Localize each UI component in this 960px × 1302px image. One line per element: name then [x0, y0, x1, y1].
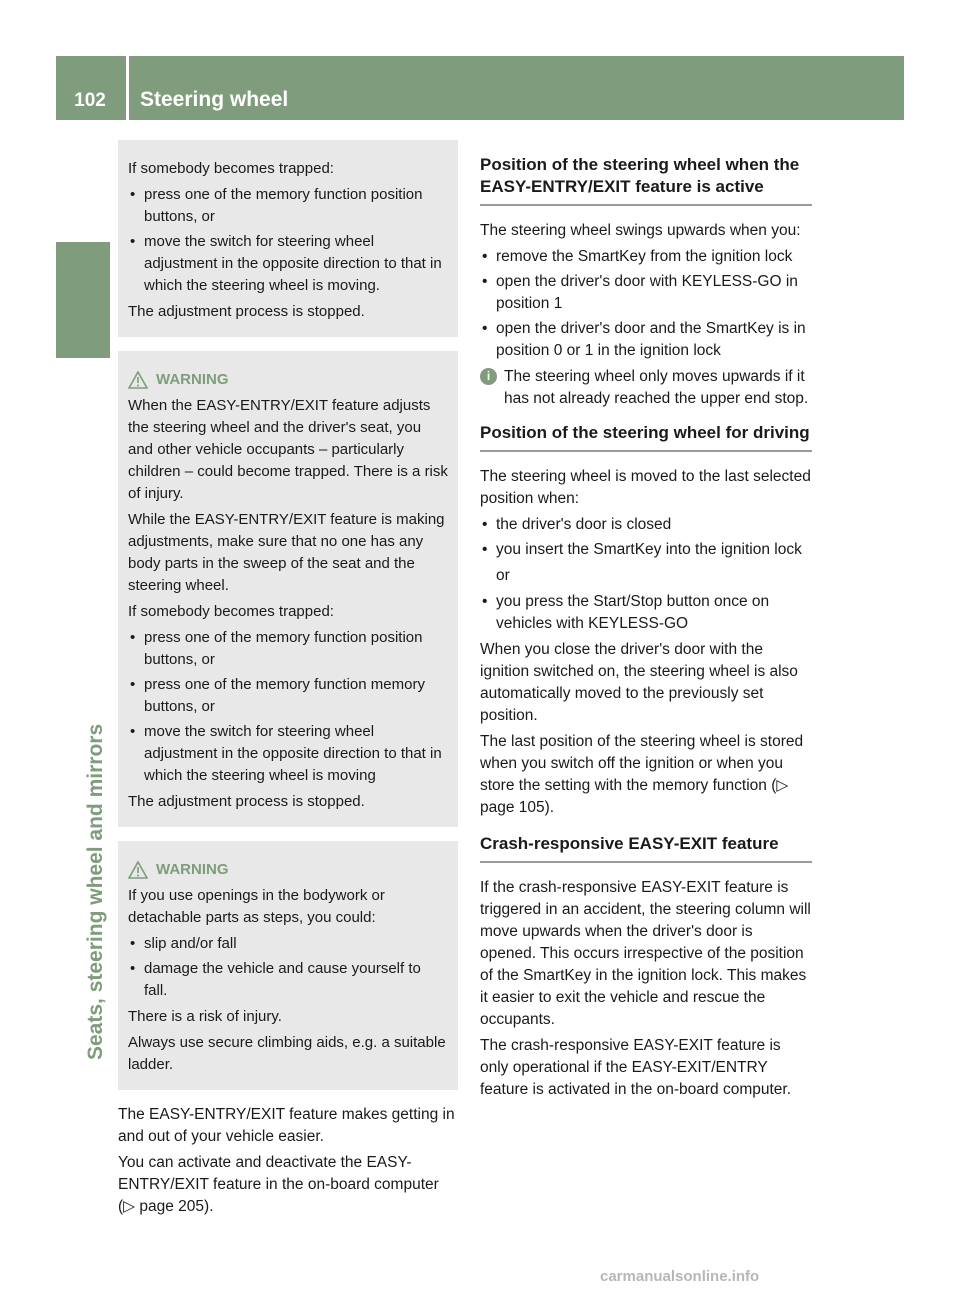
list-item: • press one of the memory function position buttons, or — [130, 186, 423, 225]
warning-text: If you use openings in the bodywork or detachable parts as steps, you could: — [128, 887, 385, 926]
or-text: or — [496, 567, 510, 584]
warning-triangle-icon — [128, 371, 148, 389]
section-body — [480, 877, 812, 1101]
section-body — [480, 220, 812, 410]
info-note: i The steering wheel only moves upwards if it has not already reached the upper end stop. — [480, 366, 812, 410]
right-column — [480, 154, 812, 1105]
box1-intro: If somebody becomes trapped: — [128, 160, 334, 177]
warning-triangle-icon — [128, 861, 148, 879]
section-intro: The steering wheel swings upwards when you: — [480, 222, 801, 239]
list-item: • the driver's door is closed — [482, 516, 672, 533]
list-item: • move the switch for steering wheel adjustment in the opposite direction to that in which the steering wheel is moving. — [130, 233, 442, 294]
list-item: • you press the Start/Stop button once on vehicles with KEYLESS-GO — [482, 593, 770, 632]
warning-heading: WARNING — [128, 859, 448, 881]
chapter-title: Steering wheel — [140, 88, 289, 111]
section-bullets — [480, 246, 812, 362]
body-paragraph: You can activate and deactivate the EASY-ENTRY/EXIT feature in the on-board computer (▷ page 205). — [118, 1154, 439, 1215]
section-paragraph: The crash-responsive EASY-EXIT feature is only operational if the EASY-EXIT/ENTRY feature is activated in the on-board computer. — [480, 1037, 792, 1098]
warning-outro: The adjustment process is stopped. — [128, 793, 365, 810]
body-paragraph: The EASY-ENTRY/EXIT feature makes getting in and out of your vehicle easier. — [118, 1106, 455, 1145]
section-heading-easy-entry: Position of the steering wheel when the EASY-ENTRY/EXIT feature is active — [480, 154, 812, 206]
warning-bullets — [128, 627, 448, 787]
watermark: carmanualsonline.info — [600, 1268, 760, 1285]
section-body — [480, 466, 812, 819]
warning-text: If somebody becomes trapped: — [128, 603, 334, 620]
warning-text: There is a risk of injury. — [128, 1008, 282, 1025]
section-paragraph: The last position of the steering wheel is stored when you switch off the ignition or when you store the setting with the memory function (▷ page 105). — [480, 733, 804, 816]
list-item: • press one of the memory function position buttons, or — [130, 629, 423, 668]
list-item: • remove the SmartKey from the ignition lock — [482, 248, 793, 265]
list-item: • open the driver's door and the SmartKey is in position 0 or 1 in the ignition lock — [482, 320, 806, 359]
left-column — [118, 140, 458, 1222]
side-tab-block — [56, 242, 110, 358]
header-divider — [126, 56, 129, 120]
section-bullets — [480, 514, 812, 561]
warning-box-1 — [118, 351, 458, 827]
warning-box-2 — [118, 841, 458, 1090]
info-circle-icon: i — [480, 368, 497, 385]
section-heading-crash-responsive: Crash-responsive EASY-EXIT feature — [480, 833, 812, 863]
page-number: 102 — [74, 90, 106, 111]
warning-text: Always use secure climbing aids, e.g. a suitable ladder. — [128, 1034, 446, 1073]
box1-bullets — [128, 184, 448, 297]
section-paragraph: If the crash-responsive EASY-EXIT feature is triggered in an accident, the steering column will move upwards when the driver's door is opened. This occurs irrespective of the position of the SmartKey in the ignition lock. This makes it easier to exit the vehicle and rescue the occupants. — [480, 879, 811, 1028]
section-intro: The steering wheel is moved to the last selected position when: — [480, 468, 811, 507]
warning-text: While the EASY-ENTRY/EXIT feature is making adjustments, make sure that no one has any body parts in the sweep of the seat and the steering wheel. — [128, 511, 445, 594]
list-item: • move the switch for steering wheel adjustment in the opposite direction to that in which the steering wheel is moving — [130, 723, 442, 784]
warning-bullets — [128, 933, 448, 1002]
section-bullets — [480, 591, 812, 635]
list-item: • open the driver's door with KEYLESS-GO in position 1 — [482, 273, 798, 312]
list-item: • slip and/or fall — [130, 935, 237, 952]
trapped-box — [118, 140, 458, 337]
box1-outro: The adjustment process is stopped. — [128, 303, 365, 320]
left-body — [118, 1104, 458, 1218]
section-heading-driving: Position of the steering wheel for driving — [480, 422, 812, 452]
side-chapter-label: Seats, steering wheel and mirrors — [84, 723, 107, 1060]
warning-heading: WARNING — [128, 369, 448, 391]
list-item: • you insert the SmartKey into the ignition lock — [482, 541, 802, 558]
section-paragraph: When you close the driver's door with the ignition switched on, the steering wheel is also automatically moved to the previously set position. — [480, 641, 798, 724]
list-item: • damage the vehicle and cause yourself to fall. — [130, 960, 421, 999]
warning-text: When the EASY-ENTRY/EXIT feature adjusts the steering wheel and the driver's seat, you and other vehicle occupants – particularly children – could become trapped. There is a risk of injury. — [128, 397, 448, 502]
list-item: • press one of the memory function memory buttons, or — [130, 676, 425, 715]
